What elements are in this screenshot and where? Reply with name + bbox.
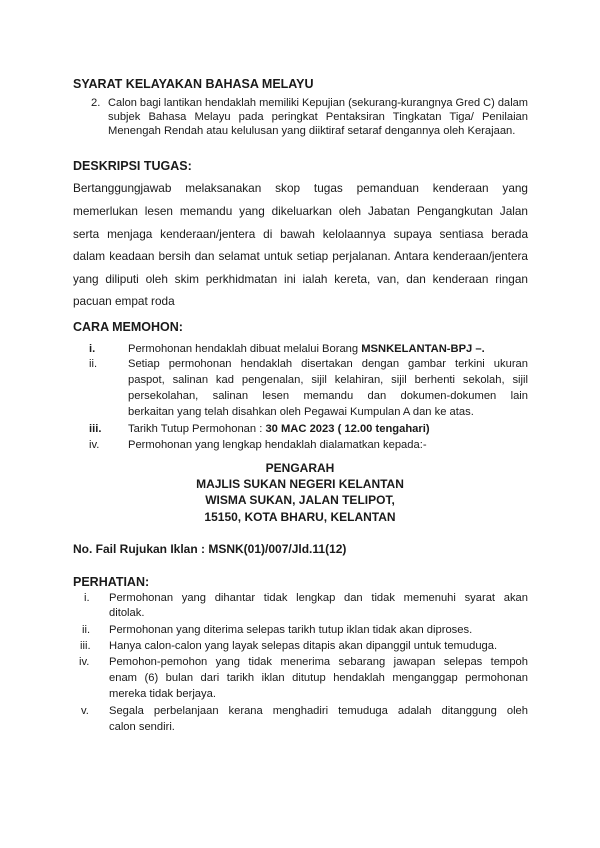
- perhatian-heading: PERHATIAN:: [73, 575, 150, 589]
- perhatian-marker: iv.: [79, 656, 90, 668]
- perhatian-marker: iii.: [80, 640, 91, 652]
- perhatian-line: ditolak.: [109, 607, 145, 619]
- perhatian-line: Segala perbelanjaan kerana menghadiri temuduga adalah ditanggung oleh: [109, 705, 528, 717]
- perhatian-line: Hanya calon-calon yang layak selepas ditapis akan dipanggil untuk temuduga.: [109, 640, 498, 652]
- perhatian-line: calon sendiri.: [109, 721, 175, 733]
- cara-item-text: Tarikh Tutup Permohonan :: [128, 423, 266, 435]
- perhatian-marker: ii.: [82, 624, 91, 636]
- deskripsi-line: pacuan empat roda: [73, 294, 175, 308]
- syarat-line: Calon bagi lantikan hendaklah memiliki Kepujian (sekurang-kurangnya Gred C) dalam: [108, 97, 528, 109]
- address-line: MAJLIS SUKAN NEGERI KELANTAN: [196, 477, 404, 491]
- cara-marker: ii.: [89, 358, 98, 370]
- perhatian-marker: i.: [84, 592, 90, 604]
- reference-number: No. Fail Rujukan Iklan : MSNK(01)/007/Jld.11(12): [73, 542, 347, 556]
- deskripsi-line: Bertanggungjawab melaksanakan skop tugas pemanduan kenderaan yang: [73, 181, 528, 195]
- deskripsi-line: yang diliputi oleh skim perkhidmatan ini ialah kereta, van, dan kenderaan ringan: [73, 272, 528, 286]
- form-name: MSNKELANTAN-BPJ –.: [361, 343, 485, 355]
- syarat-item-number: 2.: [91, 97, 101, 109]
- deskripsi-line: dalam keadaan bersih dan selamat untuk setiap perjalanan. Antara kenderaan/jentera: [73, 249, 528, 263]
- perhatian-line: Permohonan yang dihantar tidak lengkap dan tidak memenuhi syarat akan: [109, 592, 528, 604]
- perhatian-line: mereka tidak berjaya.: [109, 688, 216, 700]
- cara-item-line: persekolahan, salinan lesen memandu dan dokumen-dokumen lain: [128, 390, 528, 402]
- cara-item-line: Setiap permohonan hendaklah disertakan dengan gambar terkini ukuran: [128, 358, 528, 370]
- cara-item-1: [128, 343, 485, 355]
- cara-item-text: Permohonan hendaklah dibuat melalui Borang: [128, 343, 362, 355]
- cara-marker: iv.: [89, 439, 100, 451]
- perhatian-marker: v.: [81, 705, 89, 717]
- perhatian-line: enam (6) bulan dari tarikh iklan ditutup hendaklah menganggap permohonan: [109, 672, 528, 684]
- cara-marker: i.: [89, 343, 96, 355]
- perhatian-line: Permohonan yang diterima selepas tarikh tutup iklan tidak akan diproses.: [109, 624, 473, 636]
- address-line: WISMA SUKAN, JALAN TELIPOT,: [205, 493, 395, 507]
- cara-item-line: berkaitan yang telah disahkan oleh Pegawai Kumpulan A dan ke atas.: [128, 406, 474, 418]
- deskripsi-heading: DESKRIPSI TUGAS:: [73, 159, 192, 173]
- perhatian-line: Pemohon-pemohon yang tidak menerima sebarang jawapan selepas tempoh: [109, 656, 528, 668]
- closing-date: 30 MAC 2023 ( 12.00 tengahari): [265, 423, 430, 435]
- deskripsi-line: memerlukan lesen memandu yang dikeluarkan oleh Jabatan Pengangkutan Jalan: [73, 204, 528, 218]
- cara-marker: iii.: [89, 423, 102, 435]
- cara-item-3: [128, 423, 430, 435]
- cara-item-line: paspot, salinan kad pengenalan, sijil kelahiran, sijil berhenti sekolah, sijil: [128, 374, 528, 386]
- address-line: 15150, KOTA BHARU, KELANTAN: [204, 510, 396, 524]
- cara-heading: CARA MEMOHON:: [73, 320, 183, 334]
- syarat-line: subjek Bahasa Melayu pada peringkat Pentaksiran Tingkatan Tiga/ Penilaian: [108, 111, 528, 123]
- deskripsi-line: serta menjaga kenderaan/jentera di bawah kelolaannya supaya sentiasa berada: [73, 227, 528, 241]
- address-line: PENGARAH: [265, 461, 335, 475]
- syarat-heading: SYARAT KELAYAKAN BAHASA MELAYU: [73, 77, 314, 91]
- syarat-line: Menengah Rendah atau kelulusan yang diiktiraf setaraf dengannya oleh Kerajaan.: [108, 125, 516, 137]
- cara-item-text: Permohonan yang lengkap hendaklah dialamatkan kepada:-: [128, 439, 427, 451]
